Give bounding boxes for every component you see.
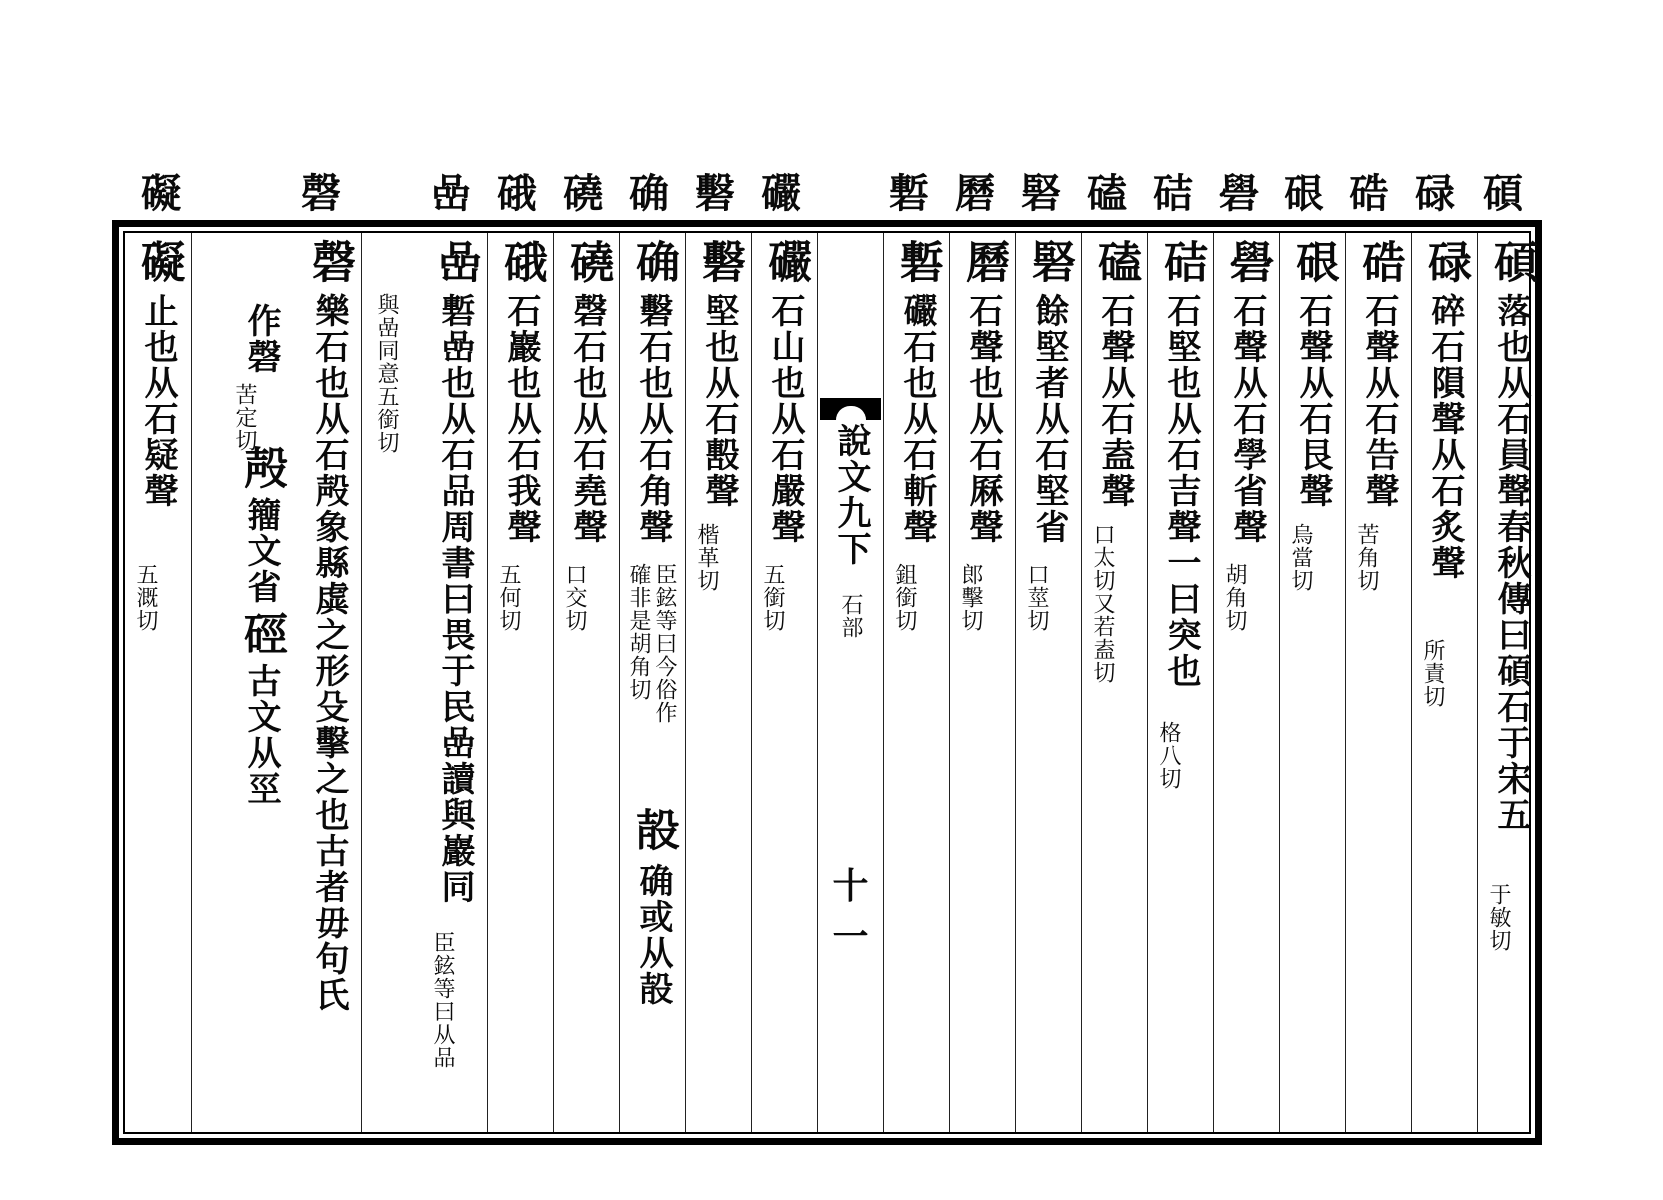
- fanqie-note: 五銜切: [760, 563, 785, 632]
- headword: 碩: [1483, 170, 1523, 217]
- variant-seal-char: 殸: [236, 445, 287, 493]
- entry-text: 石巖也从石我聲: [501, 293, 541, 545]
- headword: 确: [629, 170, 669, 217]
- headword-row: [114, 172, 1544, 216]
- entry-column: [1411, 233, 1477, 1132]
- entry-column: [1015, 233, 1081, 1132]
- variant-seal-char: 㱿: [628, 807, 679, 855]
- entry-column: [361, 233, 487, 1132]
- entry-column: [619, 233, 685, 1132]
- entry-column: [1345, 233, 1411, 1132]
- entry-text: 止也从石疑聲: [138, 293, 178, 509]
- variant-text: 古文从巠: [241, 663, 281, 807]
- center-title: 說文九下: [831, 423, 871, 567]
- fanqie-note: 胡角切: [1222, 563, 1247, 632]
- seal-char: 硞: [1354, 239, 1405, 287]
- seal-char: 硍: [1288, 239, 1339, 287]
- center-note: 石部: [838, 593, 863, 639]
- entry-text: 石山也从石嚴聲: [765, 293, 805, 545]
- headword: 硪: [497, 170, 537, 217]
- entry-text: 樂石也从石殸象縣虡之形殳擊之也古者毋句氏: [309, 293, 349, 1013]
- commentary-note: 臣鉉等曰今俗作: [652, 563, 677, 724]
- entry-text: 餘堅者从石堅省: [1029, 293, 1069, 545]
- fanqie-note: 楷革切: [694, 523, 719, 592]
- center-band: [817, 233, 883, 1132]
- variant-text: 确或从㱿: [633, 863, 673, 1007]
- page-frame: [112, 220, 1542, 1145]
- entry-column: [125, 233, 191, 1132]
- entry-column: [191, 233, 361, 1132]
- variant-seal-char: 硜: [236, 611, 287, 659]
- fanqie-note: 苦角切: [1354, 523, 1379, 592]
- entry-column: [949, 233, 1015, 1132]
- entry-text: 磬石也从石堯聲: [567, 293, 607, 545]
- entry-column: [685, 233, 751, 1132]
- headword: 硈: [1153, 170, 1193, 217]
- headword: 礊: [695, 170, 735, 217]
- fanqie-note: 烏當切: [1288, 523, 1313, 592]
- headword: 磬: [301, 170, 341, 217]
- fanqie-note: 五何切: [496, 563, 521, 632]
- seal-char: 碩: [1486, 239, 1537, 287]
- fanqie-note: 苦定切: [232, 383, 257, 452]
- seal-char: 磛: [892, 239, 943, 287]
- fanqie-note: 五溉切: [133, 563, 158, 632]
- fanqie-note: 郎擊切: [958, 563, 983, 632]
- seal-char: 礊: [694, 239, 745, 287]
- headword: 礙: [141, 170, 181, 217]
- entry-column: [1213, 233, 1279, 1132]
- entry-column: [751, 233, 817, 1132]
- entry-column: [883, 233, 949, 1132]
- entry-text: 石堅也从石吉聲一曰突也: [1161, 293, 1201, 689]
- seal-char: 硪: [496, 239, 547, 287]
- headword: 嵒: [431, 170, 471, 217]
- entry-text: 石聲从石艮聲: [1293, 293, 1333, 509]
- fanqie-note: 口莖切: [1024, 563, 1049, 632]
- seal-char: 礙: [133, 239, 184, 287]
- seal-char: 礐: [1222, 239, 1273, 287]
- fanqie-note: 所責切: [1420, 639, 1445, 708]
- entry-column: [553, 233, 619, 1132]
- entry-text: 礊石也从石角聲: [633, 293, 673, 545]
- headword: 磽: [563, 170, 603, 217]
- commentary-note: 臣鉉等曰从品: [430, 931, 455, 1069]
- fishtail-ornament: [820, 398, 881, 420]
- entry-column: [1279, 233, 1345, 1132]
- fanqie-note: 鉏銜切: [892, 563, 917, 632]
- seal-char: 磬: [304, 239, 355, 287]
- headword: 礐: [1219, 170, 1259, 217]
- seal-char: 硈: [1156, 239, 1207, 287]
- seal-char: 硻: [1024, 239, 1075, 287]
- fanqie-note: 格八切: [1156, 721, 1181, 790]
- variant-text: 籒文省: [241, 497, 281, 605]
- entry-column: [1477, 233, 1543, 1132]
- entry-text: 碎石隕聲从石炙聲: [1425, 293, 1465, 581]
- entry-column: [487, 233, 553, 1132]
- seal-char: 碌: [1420, 239, 1471, 287]
- headword: 碌: [1415, 170, 1455, 217]
- entry-text: 落也从石員聲春秋傳曰碩石于宋五: [1491, 293, 1531, 833]
- seal-char: 磽: [562, 239, 613, 287]
- seal-char: 确: [628, 239, 679, 287]
- page-number: 十一: [832, 865, 869, 958]
- entry-text-cont: 作磬: [241, 303, 281, 375]
- entry-text: 石聲也从石厤聲: [963, 293, 1003, 545]
- seal-char: 磿: [958, 239, 1009, 287]
- fanqie-note: 口交切: [562, 563, 587, 632]
- seal-char: 嵒: [430, 239, 481, 287]
- entry-text: 堅也从石毄聲: [699, 293, 739, 509]
- text-block: [123, 231, 1537, 1134]
- fanqie-note: 口太切又若盍切: [1090, 523, 1115, 684]
- commentary-note: 確非是胡角切: [626, 563, 651, 701]
- headword: 礹: [761, 170, 801, 217]
- headword: 磿: [955, 170, 995, 217]
- entry-text: 磛嵒也从石品周書曰畏于民嵒讀與巖同: [435, 293, 475, 905]
- entry-column: [1081, 233, 1147, 1132]
- headword: 硍: [1284, 170, 1324, 217]
- entry-text: 石聲从石告聲: [1359, 293, 1399, 509]
- seal-char: 礹: [760, 239, 811, 287]
- entry-text: 石聲从石學省聲: [1227, 293, 1267, 545]
- headword: 磕: [1087, 170, 1127, 217]
- seal-char: 磕: [1090, 239, 1141, 287]
- entry-text: 石聲从石盍聲: [1095, 293, 1135, 509]
- headword: 磛: [889, 170, 929, 217]
- entry-column: [1147, 233, 1213, 1132]
- fanqie-note: 于敏切: [1486, 883, 1511, 952]
- headword: 硞: [1349, 170, 1389, 217]
- headword: 硻: [1021, 170, 1061, 217]
- entry-text: 礹石也从石斬聲: [897, 293, 937, 545]
- commentary-note: 與嵒同意五銜切: [374, 293, 399, 454]
